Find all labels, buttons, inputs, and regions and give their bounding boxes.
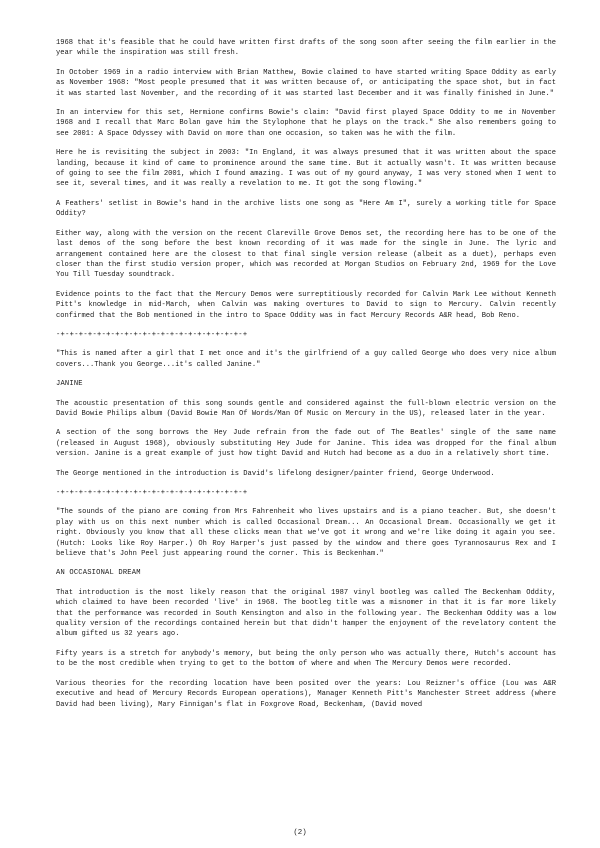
paragraph-2003-quote: Here he is revisiting the subject in 2003: "In England, it was always presumed that it was written about the space landing, because it kind of came to prominence around the same time. But it actually wasn't. It was written because of going to see the film 2001, which I found amazing. I was out of my gourd anyway, I was very stoned when I went to see it, several times, and it was really a revelation to me. It got the song flowing." bbox=[56, 149, 556, 189]
intro-quote-janine: "This is named after a girl that I met once and it's the girlfriend of a guy called George who does very nice album covers...Thank you George...it's called Janine." bbox=[56, 350, 556, 369]
paragraph-demos-context: Either way, along with the version on the recent Clareville Grove Demos set, the recording here has to be one of the last demos of the song before the best known recording of it was made for the single in June. The lyric and arrangement contained here are the closest to that final single version release (albeit as a duet), perhaps even closer than the first studio version proper, which was recorded at Morgan Studios on February 2nd, 1969 for the Love You Till Tuesday soundtrack. bbox=[56, 229, 556, 280]
text-column bbox=[56, 38, 556, 719]
paragraph-mercury-evidence: Evidence points to the fact that the Mercury Demos were surreptitiously recorded for Calvin Mark Lee without Kenneth Pitt's knowledge in mid-March, when Calvin was making overtures to David to sign to Mercury. Calvin recently confirmed that the Bob mentioned in the intro to Space Oddity was in fact Mercury Records A&R head, Bob Reno. bbox=[56, 290, 556, 320]
page-number: (2) bbox=[293, 829, 307, 837]
section-divider: -+-+-+-+-+-+-+-+-+-+-+-+-+-+-+-+-+-+-+-+-+ bbox=[56, 489, 248, 497]
paragraph-janine-george: The George mentioned in the introduction is David's lifelong designer/painter friend, George Underwood. bbox=[56, 469, 495, 478]
paragraph-beckenham-oddity: That introduction is the most likely reason that the original 1987 vinyl bootleg was called The Beckenham Oddity, which claimed to have been recorded 'live' in 1968. The bootleg title was a misnomer in that it is far more likely that the performance was recorded in South Kensington and also in the following year. The Beckenham Oddity was a low quality version of the recordings contained herein but that didn't hamper the enjoyment of the revelatory content the album gifted us 32 years ago. bbox=[56, 588, 556, 639]
paragraph-radio-interview: In October 1969 in a radio interview with Brian Matthew, Bowie claimed to have started writing Space Oddity as early as November 1968: "Most people presumed that it was written because of, or anticipating the space shot, but in fact it was started last November, and the recording of it was started last December and it was finally finished in June." bbox=[56, 68, 556, 98]
paragraph-janine-acoustic: The acoustic presentation of this song sounds gentle and considered against the full-blown electric version on the David Bowie Philips album (David Bowie Man Of Words/Man Of Music on Mercury in the US), released later in the year. bbox=[56, 399, 556, 418]
paragraph-feathers-setlist: A Feathers' setlist in Bowie's hand in the archive lists one song as "Here Am I", surely a working title for Space Oddity? bbox=[56, 199, 556, 219]
paragraph-janine-hey-jude: A section of the song borrows the Hey Jude refrain from the fade out of The Beatles' single of the same name (released in August 1968), obviously substituting Hey Jude for Janine. This idea was dropped for the final album version. Janine is a great example of just how tight David and Hutch had become as a duo in a relatively short time. bbox=[56, 429, 556, 459]
paragraph-recording-location: Various theories for the recording location have been posited over the years: Lou Reizner's office (Lou was A&R executive and head of Mercury Records European operations), Manager Kenneth Pitt's Manchester Street address (where David had been living), Mary Finnigan's flat in Foxgrove Road, Beckenham, (David moved bbox=[56, 679, 556, 709]
intro-quote-occasional-dream: "The sounds of the piano are coming from Mrs Fahrenheit who lives upstairs and is a piano teacher. But, she doesn't play with us on this next number which is called Occasional Dream... An Occasional Dream. Occasionally we get it right. Obviously you know that all these clicks mean that we've got it wrong and we're like doing it again you see. (Hutch: Looks like Roy Harper.) Oh Roy Harper's just passed by the window and there goes Tyrannosaurus Rex and I believe that's John Peel just appearing round the corner. This is Beckenham." bbox=[56, 508, 556, 559]
section-heading-occasional-dream: AN OCCASIONAL DREAM bbox=[56, 569, 141, 578]
paragraph-film-inspiration: 1968 that it's feasible that he could have written first drafts of the song soon after seeing the film earlier in the year while the inspiration was still fresh. bbox=[56, 39, 556, 58]
section-divider: -+-+-+-+-+-+-+-+-+-+-+-+-+-+-+-+-+-+-+-+-+ bbox=[56, 330, 248, 339]
paragraph-hermione-interview: In an interview for this set, Hermione confirms Bowie's claim: "David first played Space Oddity to me in November 1968 and I recall that Marc Bolan gave him the Stylophone that he plays on the track." She also remembers going to see 2001: A Space Odyssey with David on more than one occasion, so taken was he with the film. bbox=[56, 109, 556, 138]
section-heading-janine: JANINE bbox=[56, 380, 83, 389]
paragraph-fifty-years: Fifty years is a stretch for anybody's memory, but being the only person who was actually there, Hutch's account has to be the most credible when trying to get to the bottom of where and when The Mercury Demos were recorded. bbox=[56, 649, 556, 669]
